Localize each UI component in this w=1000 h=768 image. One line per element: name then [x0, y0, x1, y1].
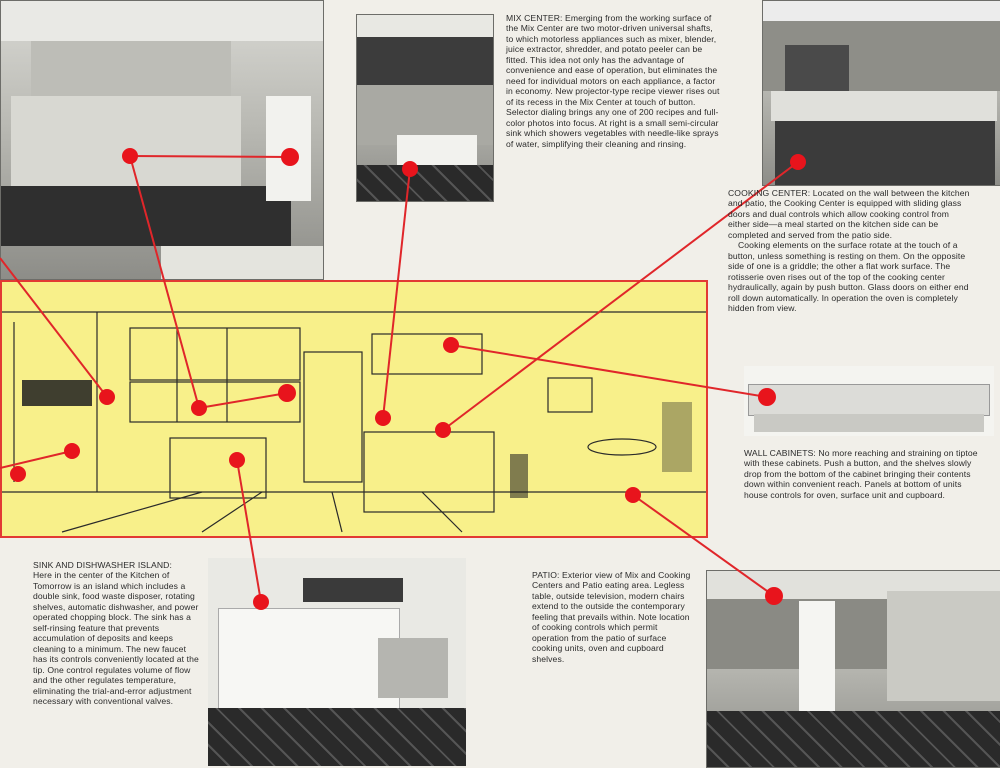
patio-text — [532, 570, 696, 664]
mix-center-photo — [356, 14, 494, 202]
wall-cabinets-text — [744, 448, 982, 500]
cooking-center-photo — [762, 0, 1000, 186]
cabinet-photo-top-left — [0, 0, 324, 280]
wall-cabinets-photo — [744, 366, 994, 436]
wall-cabinets-body: No more reaching and straining on tiptoe with these cabinets. Push a button, and the shelves slowly drop from the bottom of the cabinet bringing their contents down within convenient reach. Panels at bottom of units house controls for oven, surface unit and cupboard. — [744, 448, 978, 500]
patio-heading: PATIO: — [532, 570, 560, 580]
sink-island-photo — [208, 558, 466, 766]
wall-cabinets-heading: WALL CABINETS: — [744, 448, 816, 458]
sink-island-text — [33, 560, 199, 707]
patio-photo — [706, 570, 1000, 768]
kitchen-illustration — [0, 280, 708, 538]
cooking-center-heading: COOKING CENTER: — [728, 188, 811, 198]
sink-island-body: Here in the center of the Kitchen of Tomorrow is an island which includes a double sink, food waste disposer, rotating shelves, automatic dishwasher, and power operated chopping block. The sink has a self-rinsing feature that prevents accumulation of deposits and keeps cleaning to a minimum. The new faucet has its controls conveniently located at the tip. One control regulates volume of flow and the other regulates temperature, eliminating the trial-and-error adjustment necessary with conventional valves. — [33, 570, 199, 707]
mix-center-text — [506, 13, 722, 149]
cooking-center-body-2: Cooking elements on the surface rotate at the touch of a button, unless something is resting on them. On the opposite side of one is a griddle; the other a flat work surface. The rotisserie oven rises out of the top of the cooking center hydraulically, again by push button. Glass doors on either end roll down automatically. In operation the oven is completely hidden from view. — [728, 240, 969, 314]
sink-island-heading: SINK AND DISHWASHER ISLAND: — [33, 560, 172, 570]
mix-center-body: Emerging from the working surface of the Mix Center are two motor-driven universal shafts, to which motorless appliances such as mixer, blender, juice extractor, shredder, and potato peeler can be fitted. This idea not only has the advantage of convenience and ease of operation, but eliminates the need for individual motors on each appliance, a factor in economy. New projector-type recipe viewer rises out of its recess in the Mix Center at touch of button. Selector dialing brings any one of 200 recipes and full-color photos into focus. At right is a small semi-circular sink which showers vegetables with needle-like sprays of water, simplifying their cleaning and rinsing. — [506, 13, 720, 149]
mix-center-heading: MIX CENTER: — [506, 13, 563, 23]
cooking-center-text — [728, 188, 972, 314]
patio-body: Exterior view of Mix and Cooking Centers and Patio eating area. Legless table, outside television, modern chairs extend to the outside the contemporary feeling that prevails within. Note location of cooking controls which permit operation from the patio of surface cooking units, oven and cupboard shelves. — [532, 570, 691, 664]
cooking-center-body: Located on the wall between the kitchen and patio, the Cooking Center is equipped with sliding glass doors and dual controls which allow cooking control from either side—a meal started on the kitchen side can be completed and served from the patio side. — [728, 188, 970, 240]
